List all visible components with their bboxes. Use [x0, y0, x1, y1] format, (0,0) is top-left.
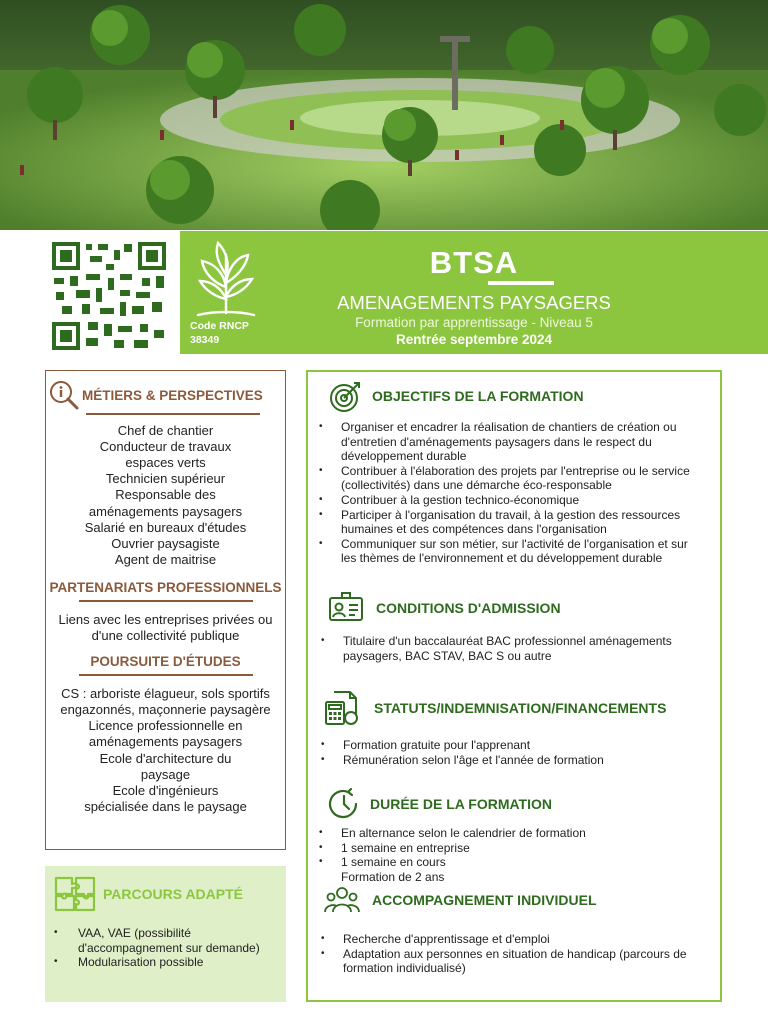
qr-code[interactable]	[50, 240, 168, 352]
list-item: • Modularisation possible	[78, 955, 266, 970]
list-item: • Communiquer sur son métier, sur l'activité de l'organisation et sur les thèmes de l'environnement et du développement durable	[341, 537, 706, 566]
id-card-icon	[328, 590, 364, 626]
poursuite-rule	[79, 674, 253, 676]
group-people-icon	[324, 882, 360, 918]
hero-image	[0, 0, 768, 230]
statuts-list	[343, 738, 706, 767]
duree-list	[341, 826, 706, 884]
parcours-box	[45, 866, 286, 1002]
list-item: Liens avec les entreprises privées ou d'une collectivité publique	[58, 611, 273, 644]
accompagnement-title: ACCOMPAGNEMENT INDIVIDUEL	[372, 892, 597, 908]
partenariats-rule	[79, 600, 253, 602]
duree-title: DURÉE DE LA FORMATION	[370, 796, 552, 812]
parcours-header	[45, 866, 286, 914]
left-info-box	[45, 370, 286, 850]
accompagnement-header	[308, 882, 720, 918]
poursuite-title: POURSUITE D'ÉTUDES	[90, 654, 241, 670]
objectifs-section	[308, 378, 720, 566]
list-item: Chef de chantier	[117, 422, 214, 438]
list-item: • Titulaire d'un baccalauréat BAC professionnel aménagements paysagers, BAC STAV, BAC S ou autre	[343, 634, 706, 663]
list-item: Ouvrier paysagiste	[111, 535, 220, 551]
list-item: • Recherche d'apprentissage et d'emploi	[343, 932, 712, 947]
list-item: • Participer à l'organisation du travail, à la gestion des ressources humaines et des compétences dans l'organisation	[341, 508, 706, 537]
metiers-title: MÉTIERS & PERSPECTIVES	[82, 387, 263, 403]
duree-header	[308, 786, 720, 822]
partenariats-list	[46, 612, 285, 644]
metiers-rule	[86, 413, 260, 415]
partenariats-title: PARTENARIATS PROFESSIONNELS	[49, 580, 282, 596]
objectifs-header	[308, 378, 720, 414]
magnifier-info-icon	[48, 379, 80, 411]
list-item: • Rémunération selon l'âge et l'année de formation	[343, 753, 706, 768]
parcours-title: PARCOURS ADAPTÉ	[103, 886, 244, 902]
statuts-title: STATUTS/INDEMNISATION/FINANCEMENTS	[374, 700, 667, 716]
list-item: • 1 semaine en cours	[341, 855, 706, 870]
list-item: • En alternance selon le calendrier de formation	[341, 826, 706, 841]
conditions-section	[308, 590, 720, 663]
puzzle-icon	[53, 874, 97, 914]
list-item: • Contribuer à la gestion technico-économique	[341, 493, 706, 508]
duree-section	[308, 786, 720, 884]
list-item: • Formation gratuite pour l'apprenant	[343, 738, 706, 753]
qr-code-image	[50, 240, 168, 352]
statuts-header	[308, 690, 720, 726]
list-item: Technicien supérieur	[105, 471, 226, 487]
objectifs-list	[341, 420, 706, 566]
list-item: Agent de maitrise	[114, 552, 217, 568]
page-title: BTSA	[429, 245, 519, 280]
conditions-title: CONDITIONS D'ADMISSION	[376, 600, 561, 616]
formation-subtitle: Formation par apprentissage - Niveau 5	[355, 315, 593, 330]
conditions-header	[308, 590, 720, 626]
accompagnement-list	[343, 932, 712, 976]
list-item: • Adaptation aux personnes en situation de handicap (parcours de formation individualisé)	[343, 947, 712, 976]
conditions-list	[343, 634, 706, 663]
list-item: • VAA, VAE (possibilité d'accompagnement sur demande)	[78, 926, 266, 955]
list-item: CS : arboriste élagueur, sols sportifs engazonnés, maçonnerie paysagère	[60, 685, 271, 717]
statuts-section	[308, 690, 720, 767]
list-item: Ecole d'architecture du paysage	[99, 750, 232, 782]
calculator-document-icon	[324, 690, 360, 726]
rentree-date: Rentrée septembre 2024	[395, 332, 553, 347]
target-icon	[328, 378, 364, 414]
objectifs-title: OBJECTIFS DE LA FORMATION	[372, 388, 584, 404]
rncp-number: 38349	[190, 334, 220, 346]
list-item: Salarié en bureaux d'études	[84, 519, 247, 535]
list-item: Conducteur de travaux espaces verts	[99, 438, 232, 470]
list-item: • Organiser et encadrer la réalisation de chantiers de création ou d'entretien d'aménagements paysagers dans le respect du développement durable	[341, 420, 706, 464]
list-item: • Contribuer à l'élaboration des projets par l'entreprise ou le service (collectivités) dans une démarche éco-responsable	[341, 464, 706, 493]
formation-title: AMENAGEMENTS PAYSAGERS	[337, 292, 611, 313]
rncp-label: Code RNCP	[190, 320, 249, 332]
accompagnement-section	[308, 882, 720, 976]
list-item: Ecole d'ingénieurs spécialisée dans le paysage	[84, 782, 247, 815]
miniature-park-illustration	[0, 0, 768, 230]
list-item: Licence professionnelle en aménagements paysagers	[88, 718, 243, 750]
duree-note: Formation de 2 ans	[341, 869, 445, 884]
poursuite-list	[46, 686, 285, 816]
title-underline	[488, 281, 554, 285]
list-item: • 1 semaine en entreprise	[341, 841, 706, 856]
metiers-list	[46, 423, 285, 569]
header-band	[180, 231, 768, 354]
metiers-header	[46, 377, 285, 413]
list-item: Responsable des aménagements paysagers	[88, 487, 243, 519]
right-info-box	[306, 370, 722, 1002]
parcours-list	[78, 926, 266, 970]
clock-icon	[326, 786, 362, 822]
